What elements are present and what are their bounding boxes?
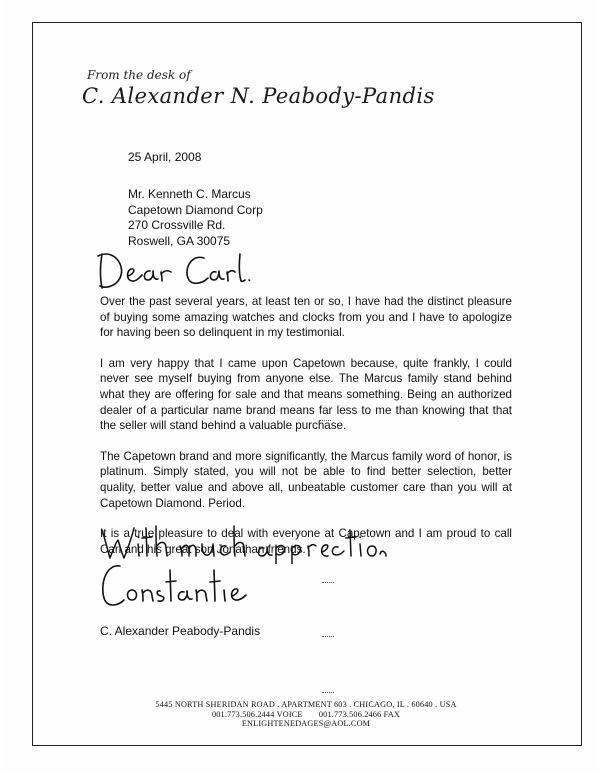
handwritten-signature — [98, 560, 248, 612]
handwritten-closing — [98, 522, 388, 564]
footer-voice: 001.773.506.2444 VOICE — [211, 709, 303, 719]
letter-page — [4, 0, 596, 772]
footer-fax: 001.773.506.2466 FAX — [318, 709, 401, 719]
recipient-company: Capetown Diamond Corp — [128, 202, 263, 217]
letterhead-footer — [32, 700, 580, 729]
letter-date: 25 April, 2008 — [128, 150, 202, 164]
recipient-city: Roswell, GA 30075 — [128, 233, 231, 248]
footer-contact — [32, 710, 580, 720]
scan-mark — [319, 420, 331, 421]
body-paragraph-3: The Capetown brand and more significantly, the Marcus family word of honor, is platinum. Simply stated, you will not be able to find better selection, better quality, better value and above all, unbeatable customer care than you will at Capetown Diamond. Period. — [100, 449, 512, 510]
scan-mark — [322, 692, 334, 693]
body-paragraph-1: Over the past several years, at least ten or so, I have had the distinct pleasure of buying some amazing watches and clocks from you and I have to apologize for having been so delinquent in my testimonial. — [100, 295, 512, 340]
letterhead-name: C. Alexander N. Peabody-Pandis — [82, 84, 435, 108]
recipient-street: 270 Crossville Rd. — [128, 218, 226, 232]
handwritten-salutation — [92, 246, 252, 292]
footer-address: 5445 NORTH SHERIDAN ROAD . APARTMENT 603 . CHICAGO, IL . 60640 . USA — [155, 700, 457, 709]
letterhead-from-line: From the desk of — [87, 68, 191, 82]
body-paragraph-2: I am very happy that I came upon Capetown because, quite frankly, I could never see myself buying from anyone else. The Marcus family stand behind what they are offering for sale and that means something. Being an authorized dealer of a particular name brand means far less to me than knowing that that the seller will stand behind a valuable purchase. — [100, 356, 512, 433]
signature-printed-name: C. Alexander Peabody-Pandis — [100, 624, 261, 638]
recipient-address — [128, 187, 263, 249]
footer-email: ENLIGHTENEDAGES@AOL.COM — [241, 719, 371, 728]
body-paragraph-4: It is a true pleasure to deal with everyone at Capetown and I am proud to call Carl and his great son Jonathan friends. — [100, 527, 512, 556]
scan-mark — [322, 582, 334, 583]
recipient-name: Mr. Kenneth C. Marcus — [128, 187, 251, 201]
scan-mark — [322, 636, 334, 637]
